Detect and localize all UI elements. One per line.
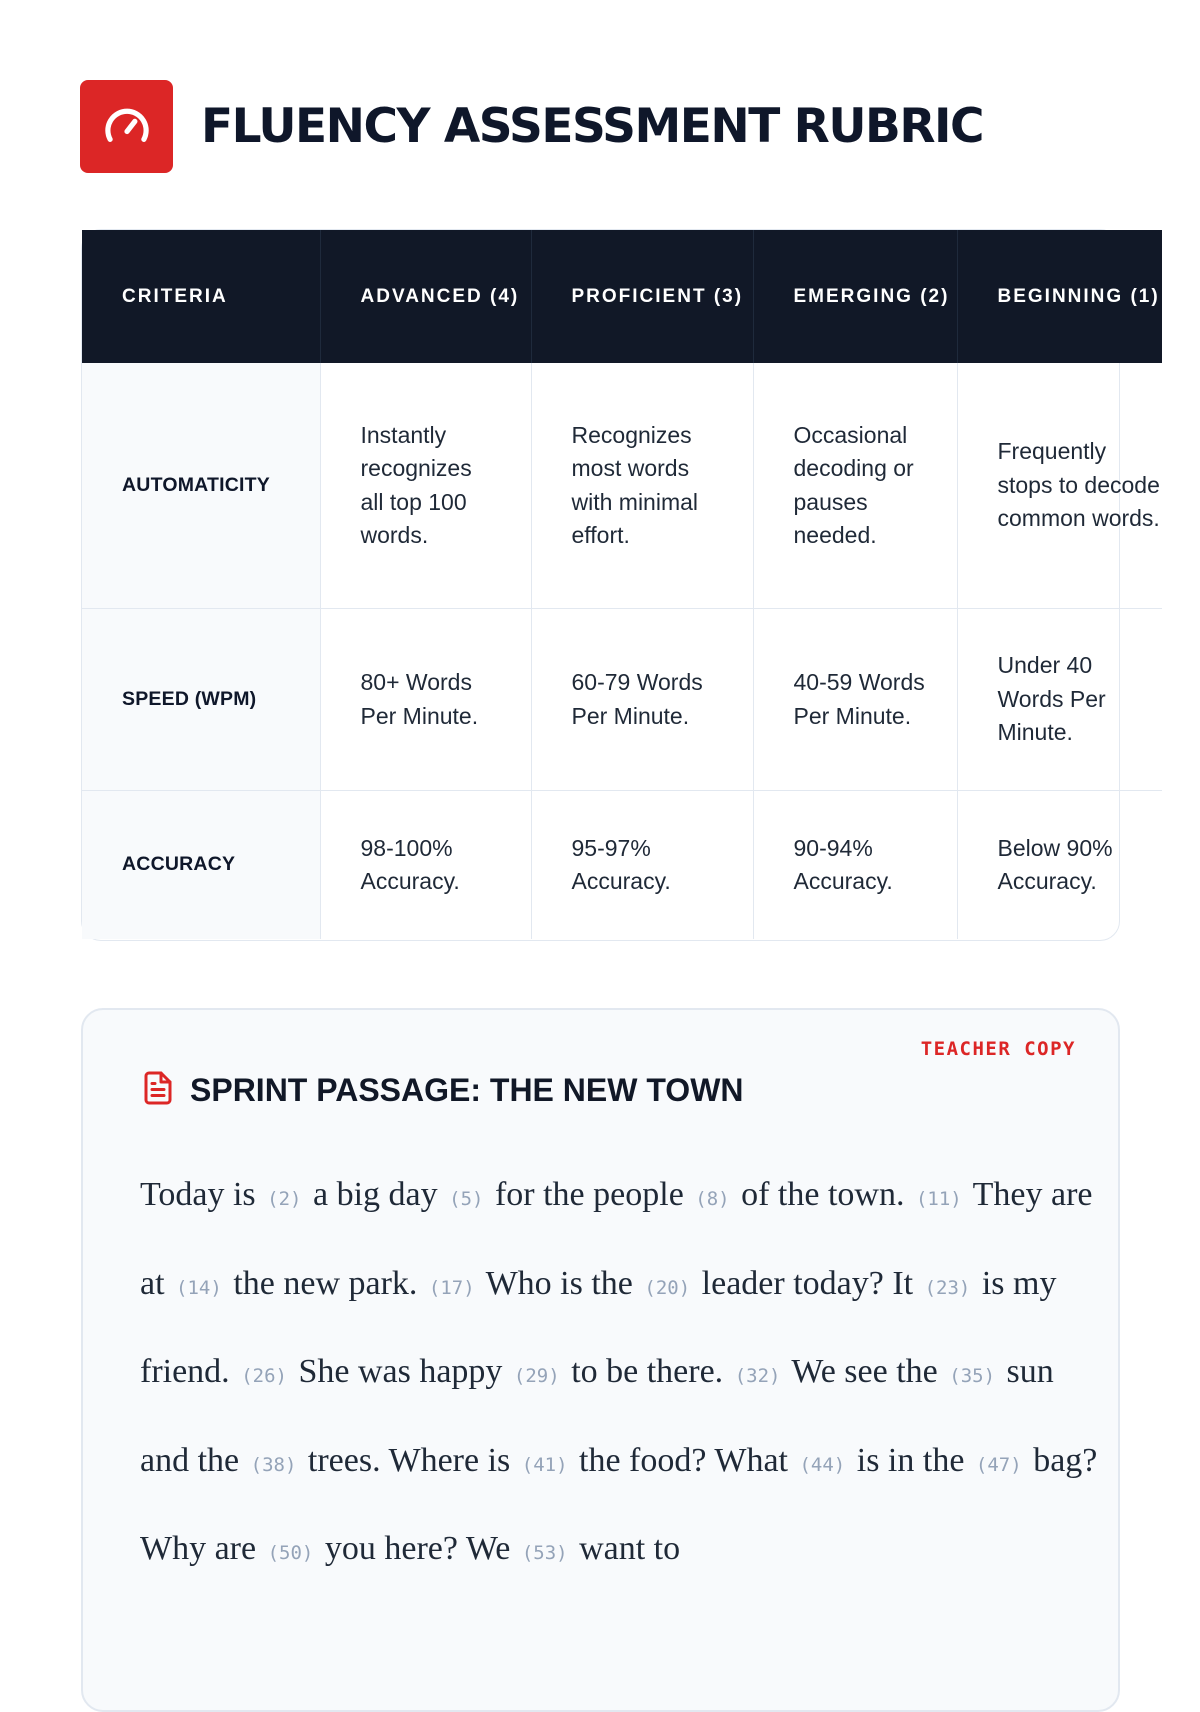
- table-cell: 60-79 Words Per Minute.: [531, 609, 753, 791]
- passage-phrase: Who is the: [485, 1264, 633, 1302]
- table-row: [82, 791, 1162, 940]
- table-cell: 40-59 Words Per Minute.: [753, 609, 957, 791]
- table-cell: Instantly recognizes all top 100 words.: [320, 363, 531, 609]
- table-cell: Recognizes most words with minimal effort.: [531, 363, 753, 609]
- column-header-advanced: ADVANCED (4): [320, 230, 531, 363]
- passage-phrase: want to: [579, 1530, 681, 1567]
- table-row: [82, 363, 1162, 609]
- word-count-marker: (8): [695, 1188, 730, 1210]
- column-header-criteria: CRITERIA: [82, 230, 320, 363]
- word-count-marker: (26): [241, 1365, 287, 1387]
- table-cell: Frequently stops to decode common words.: [957, 363, 1162, 609]
- word-count-marker: (11): [915, 1188, 962, 1210]
- passage-phrase: a big day: [313, 1176, 438, 1213]
- passage-phrase: sun and the: [140, 1353, 1054, 1479]
- word-count-marker: (41): [521, 1453, 568, 1476]
- table-row: [82, 609, 1162, 791]
- passage-phrase: Today is: [140, 1176, 256, 1213]
- table-cell: Occasional decoding or pauses needed.: [753, 363, 957, 609]
- word-count-marker: (47): [975, 1453, 1022, 1476]
- page-header: [80, 80, 983, 173]
- passage-phrase: you here? We: [324, 1530, 511, 1567]
- column-header-proficient: PROFICIENT (3): [531, 230, 753, 363]
- passage-phrase: is in the: [856, 1441, 965, 1479]
- word-count-marker: (50): [267, 1542, 314, 1564]
- word-count-marker: (14): [176, 1276, 222, 1299]
- page-title: FLUENCY ASSESSMENT RUBRIC: [201, 99, 984, 154]
- passage-phrase: the new park.: [233, 1264, 418, 1302]
- word-count-marker: (29): [513, 1365, 560, 1387]
- word-count-marker: (5): [449, 1188, 484, 1210]
- word-count-marker: (23): [924, 1276, 971, 1299]
- table-cell: Under 40 Words Per Minute.: [957, 609, 1162, 791]
- table-header-row: [82, 230, 1162, 363]
- criteria-cell: ACCURACY: [82, 791, 320, 940]
- column-header-beginning: BEGINNING (1): [957, 230, 1162, 363]
- document-icon: [140, 1068, 176, 1113]
- sprint-passage-card: [81, 1008, 1120, 1712]
- word-count-marker: (35): [949, 1365, 996, 1387]
- word-count-marker: (20): [644, 1276, 691, 1299]
- passage-phrase: to be there.: [571, 1353, 724, 1390]
- passage-phrase: She was happy: [298, 1353, 503, 1390]
- table-cell: 90-94% Accuracy.: [753, 791, 957, 940]
- passage-phrase: of the town.: [741, 1176, 905, 1213]
- word-count-marker: (38): [250, 1453, 297, 1476]
- word-count-marker: (17): [428, 1276, 475, 1299]
- rubric-table: [81, 229, 1160, 941]
- speedometer-icon: [80, 80, 173, 173]
- passage-phrase: bag? Why are: [140, 1441, 1098, 1567]
- table-cell: 95-97% Accuracy.: [531, 791, 753, 940]
- criteria-cell: AUTOMATICITY: [82, 363, 320, 609]
- passage-phrase: for the people: [494, 1176, 684, 1213]
- passage-phrase: the food? What: [579, 1441, 788, 1479]
- passage-phrase: leader today? It: [701, 1264, 914, 1302]
- passage-phrase: is my friend.: [140, 1264, 1057, 1390]
- table-cell: 98-100% Accuracy.: [320, 791, 531, 940]
- word-count-marker: (32): [734, 1365, 781, 1387]
- word-count-marker: (44): [799, 1453, 846, 1476]
- passage-phrase: They are at: [140, 1176, 1093, 1302]
- table-cell: 80+ Words Per Minute.: [320, 609, 531, 791]
- teacher-copy-badge: TEACHER COPY: [920, 1038, 1076, 1060]
- passage-text: [140, 1153, 1100, 1596]
- table-cell: Below 90% Accuracy.: [997, 834, 1113, 894]
- criteria-cell: SPEED (WPM): [82, 609, 320, 791]
- word-count-marker: (53): [521, 1542, 568, 1564]
- passage-phrase: We see the: [791, 1353, 938, 1390]
- passage-title: SPRINT PASSAGE: THE NEW TOWN: [190, 1072, 744, 1108]
- passage-phrase: trees. Where is: [307, 1441, 511, 1479]
- column-header-emerging: EMERGING (2): [753, 230, 957, 363]
- word-count-marker: (2): [267, 1188, 302, 1210]
- passage-header: [140, 1068, 744, 1113]
